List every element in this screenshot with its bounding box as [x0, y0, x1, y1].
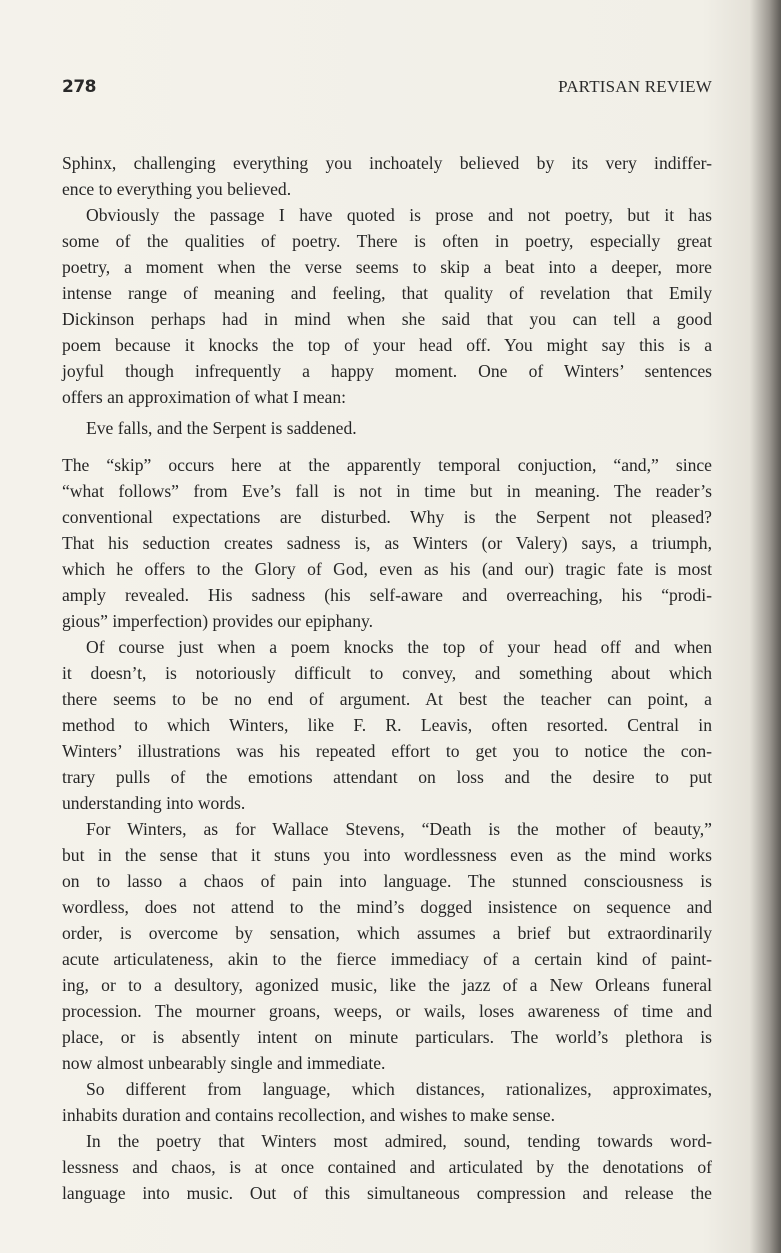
text-line: procession. The mourner groans, weeps, or wails, loses awareness of time and — [62, 1001, 712, 1021]
text-line: Dickinson perhaps had in mind when she said that you can tell a good — [62, 309, 712, 329]
text-line: So different from language, which distances, rationalizes, approximates, — [86, 1079, 712, 1099]
text-line: poem because it knocks the top of your head off. You might say this is a — [62, 335, 712, 355]
block-quote — [62, 415, 712, 441]
text-line: joyful though infrequently a happy moment. One of Winters’ sentences — [62, 361, 712, 381]
text-line: ing, or to a desultory, agonized music, like the jazz of a New Orleans funeral — [62, 975, 712, 995]
page-number: 278 — [62, 77, 96, 97]
text-line: trary pulls of the emotions attendant on loss and the desire to put — [62, 767, 712, 787]
text-line: which he offers to the Glory of God, even as his (and our) tragic fate is most — [62, 559, 712, 579]
text-line: now almost unbearably single and immediate. — [62, 1053, 386, 1073]
text-line: inhabits duration and contains recollection, and wishes to make sense. — [62, 1105, 555, 1125]
text-line: order, is overcome by sensation, which assumes a brief but extraordinarily — [62, 923, 712, 943]
text-line: on to lasso a chaos of pain into language. The stunned consciousness is — [62, 871, 712, 891]
text-line: acute articulateness, akin to the fierce immediacy of a certain kind of paint- — [62, 949, 712, 969]
paragraph — [62, 634, 712, 816]
paragraph — [62, 1076, 712, 1128]
running-header: PARTISAN REVIEW — [558, 77, 712, 96]
text-line: offers an approximation of what I mean: — [62, 387, 347, 407]
text-line: Winters’ illustrations was his repeated effort to get you to notice the con- — [62, 741, 712, 761]
text-line: That his seduction creates sadness is, as Winters (or Valery) says, a triumph, — [62, 533, 712, 553]
paragraph — [62, 452, 712, 634]
text-line: wordless, does not attend to the mind’s dogged insistence on sequence and — [62, 897, 712, 917]
text-line: ence to everything you believed. — [62, 179, 292, 199]
text-line: intense range of meaning and feeling, that quality of revelation that Emily — [62, 283, 712, 303]
text-line: it doesn’t, is notoriously difficult to convey, and something about which — [62, 663, 712, 683]
text-line: Obviously the passage I have quoted is prose and not poetry, but it has — [86, 205, 712, 225]
text-line: place, or is absently intent on minute particulars. The world’s plethora is — [62, 1027, 712, 1047]
text-line: Sphinx, challenging everything you inchoately believed by its very indiffer- — [62, 153, 712, 173]
text-line: understanding into words. — [62, 793, 246, 813]
body-text — [62, 150, 712, 1206]
text-line: there seems to be no end of argument. At best the teacher can point, a — [62, 689, 712, 709]
text-line: but in the sense that it stuns you into wordlessness even as the mind works — [62, 845, 712, 865]
text-line: conventional expectations are disturbed. Why is the Serpent not pleased? — [62, 507, 712, 527]
text-line: Eve falls, and the Serpent is saddened. — [86, 418, 357, 438]
paragraph — [62, 816, 712, 1076]
text-line: In the poetry that Winters most admired, sound, tending towards word- — [86, 1131, 712, 1151]
text-line: poetry, a moment when the verse seems to skip a beat into a deeper, more — [62, 257, 712, 277]
text-line: For Winters, as for Wallace Stevens, “Death is the mother of beauty,” — [86, 819, 712, 839]
paragraph — [62, 150, 712, 202]
text-line: amply revealed. His sadness (his self-aware and overreaching, his “prodi- — [62, 585, 712, 605]
text-line: gious” imperfection) provides our epiphany. — [62, 611, 374, 631]
text-line: language into music. Out of this simultaneous compression and release the — [62, 1183, 712, 1203]
text-line: some of the qualities of poetry. There is often in poetry, especially great — [62, 231, 712, 251]
paragraph — [62, 1128, 712, 1206]
text-line: method to which Winters, like F. R. Leavis, often resorted. Central in — [62, 715, 712, 735]
text-line: “what follows” from Eve’s fall is not in time but in meaning. The reader’s — [62, 481, 712, 501]
paragraph — [62, 202, 712, 410]
text-line: The “skip” occurs here at the apparently temporal conjuction, “and,” since — [62, 455, 712, 475]
text-line: Of course just when a poem knocks the top of your head off and when — [86, 637, 712, 657]
text-line: lessness and chaos, is at once contained and articulated by the denotations of — [62, 1157, 712, 1177]
